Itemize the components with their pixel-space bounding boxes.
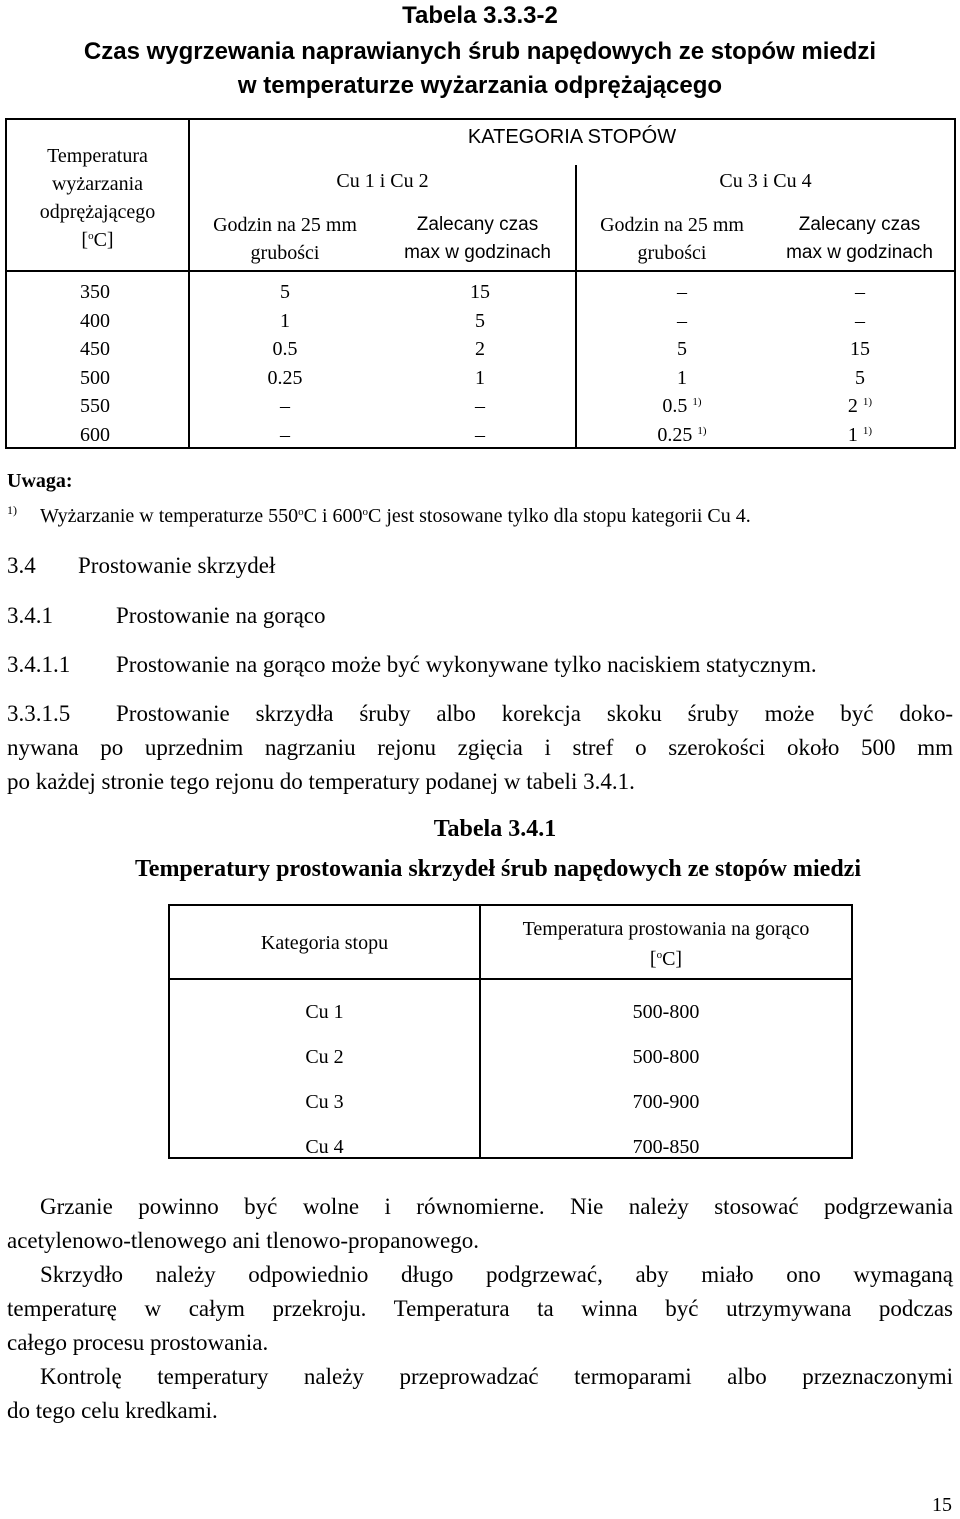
table-row: Cu 1 xyxy=(305,1001,344,1023)
section-3-3-1-5-number: 3.3.1.5 xyxy=(7,701,71,726)
cu12-max-column: 15 5 2 1 – – xyxy=(470,281,490,446)
section-3-4-1-1-text: Prostowanie na gorąco może być wykonywane tylko naciskiem statycznym. xyxy=(116,652,817,677)
section-3-4-title: Prostowanie skrzydeł xyxy=(78,553,276,578)
table-row: Cu 4 xyxy=(305,1136,344,1158)
note-text: Wyżarzanie w temperaturze 550$^o$C i 600$^o$C jest stosowane tylko dla stopu kategorii Cu 4. xyxy=(40,505,751,527)
p1-line2: acetylenowo-tlenowego ani tlenowo-propanowego. xyxy=(7,1228,479,1253)
note-marker: 1) xyxy=(7,503,17,517)
p2-line1: Skrzydło należy odpowiednio długo podgrzewać, aby miało ono wymaganą xyxy=(40,1262,953,1287)
cu34-max-column: – – 15 5 2 $^{1)}$ 1 $^{1)}$ xyxy=(847,281,873,446)
section-3-4-1-number: 3.4.1 xyxy=(7,603,53,628)
category-header: KATEGORIA STOPÓW xyxy=(467,126,677,148)
table1-title-line2: w temperaturze wyżarzania odprężającego xyxy=(237,72,723,99)
table-row: 700-850 xyxy=(632,1136,700,1158)
table1-number: Tabela 3.3.3-2 xyxy=(402,2,558,29)
col-max-cu12: Zalecany czas max w godzinach xyxy=(404,214,551,263)
section-3-4-1-title: Prostowanie na gorąco xyxy=(116,603,326,628)
p1-line1: Grzanie powinno być wolne i równomierne. Nie należy stosować podgrzewania xyxy=(40,1194,953,1219)
table-row: 500-800 xyxy=(632,1001,700,1023)
p2-line2: temperaturę w całym przekroju. Temperatura ta winna być utrzymywana podczas xyxy=(7,1296,953,1321)
table2-range-column xyxy=(481,990,851,1170)
section-3-4-number: 3.4 xyxy=(7,553,36,578)
table-row: 700-900 xyxy=(632,1091,700,1113)
group-cu1-cu2: Cu 1 i Cu 2 xyxy=(336,170,429,192)
table-row: Cu 3 xyxy=(305,1091,344,1113)
section-3-3-1-5-line1: Prostowanie skrzydła śruby albo korekcja skoku śruby może być doko- xyxy=(116,701,953,726)
page-number: 15 xyxy=(932,1494,952,1516)
section-3-3-1-5-line3: po każdej stronie tego rejonu do temperatury podanej w tabeli 3.4.1. xyxy=(7,769,635,794)
col-max-cu34: Zalecany czas max w godzinach xyxy=(786,214,933,263)
table-row: 500-800 xyxy=(632,1046,700,1068)
table2-number: Tabela 3.4.1 xyxy=(433,816,557,842)
col-hours-cu12: Godzin na 25 mm grubości xyxy=(213,214,357,264)
table2-header-temp: Temperatura prostowania na gorąco [$^o$C] xyxy=(522,918,810,970)
table-row: Cu 2 xyxy=(305,1046,344,1068)
temp-header: Temperatura wyżarzania odprężającego [$^o$C] xyxy=(39,145,156,251)
col-hours-cu34: Godzin na 25 mm grubości xyxy=(600,214,744,264)
section-3-3-1-5-line2: nywana po uprzednim nagrzaniu rejonu zgięcia i stref o szerokości około 500 mm xyxy=(7,735,953,760)
section-3-4-1-1-number: 3.4.1.1 xyxy=(7,652,71,677)
p2-line3: całego procesu prostowania. xyxy=(7,1330,269,1355)
cu34-hours-column: – – 5 1 0.5 $^{1)}$ 0.25 $^{1)}$ xyxy=(657,281,707,446)
table1-title-line1: Czas wygrzewania naprawianych śrub napędowych ze stopów miedzi xyxy=(83,38,877,65)
p3-line2: do tego celu kredkami. xyxy=(7,1398,218,1423)
cu12-hours-column: 5 1 0.5 0.25 – – xyxy=(267,281,303,446)
table2-title: Temperatury prostowania skrzydeł śrub napędowych ze stopów miedzi xyxy=(134,856,861,882)
temps-column: 350 400 450 500 550 600 xyxy=(80,281,110,446)
group-cu3-cu4: Cu 3 i Cu 4 xyxy=(719,170,812,192)
table2-category-column xyxy=(170,990,479,1170)
table2-header-category: Kategoria stopu xyxy=(260,932,389,954)
p3-line1: Kontrolę temperatury należy przeprowadzać termoparami albo przeznaczonymi xyxy=(40,1364,953,1389)
note-label: Uwaga: xyxy=(7,470,73,492)
